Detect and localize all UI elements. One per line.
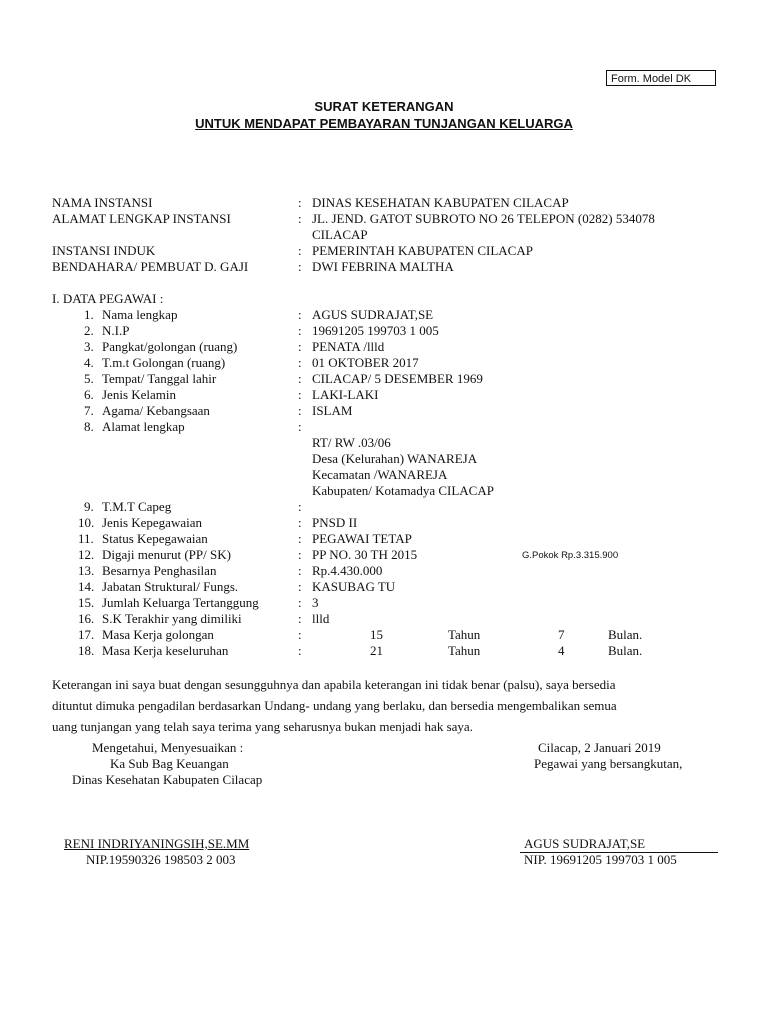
instansi-value: PEMERINTAH KABUPATEN CILACAP xyxy=(312,243,533,258)
document-subtitle-text: UNTUK MENDAPAT PEMBAYARAN TUNJANGAN KELUARGA xyxy=(195,116,573,131)
masa-kerja-golongan-tahun: 15 xyxy=(370,627,383,642)
address-kabupaten: Kabupaten/ Kotamadya CILACAP xyxy=(312,483,494,498)
address-rt-rw: RT/ RW .03/06 xyxy=(312,435,391,450)
instansi-value-cont: CILACAP xyxy=(312,227,368,242)
gaji-pokok-note: G.Pokok Rp.3.315.900 xyxy=(522,550,619,561)
left-sign-line3: Dinas Kesehatan Kabupaten Cilacap xyxy=(72,772,263,787)
separator: : xyxy=(298,419,302,434)
item-label: Tempat/ Tanggal lahir xyxy=(102,371,217,386)
item-value: PEGAWAI TETAP xyxy=(312,531,412,546)
separator: : xyxy=(298,371,302,386)
item-label: Masa Kerja keseluruhan xyxy=(102,643,229,658)
separator: : xyxy=(298,387,302,402)
item-number: 9. xyxy=(84,499,94,514)
item-number: 12. xyxy=(78,547,95,562)
separator: : xyxy=(298,627,302,642)
separator: : xyxy=(298,323,302,338)
separator: : xyxy=(298,643,302,658)
item-number: 14. xyxy=(78,579,95,594)
separator: : xyxy=(298,307,302,322)
item-value: PENATA /llld xyxy=(312,339,385,354)
item-number: 5. xyxy=(84,371,94,386)
item-value: LAKI-LAKI xyxy=(312,387,379,402)
item-number: 18. xyxy=(78,643,95,658)
instansi-value: JL. JEND. GATOT SUBROTO NO 26 TELEPON (0282) 534078 xyxy=(312,211,655,226)
right-sign-nip: NIP. 19691205 199703 1 005 xyxy=(524,852,677,867)
item-label: Jenis Kepegawaian xyxy=(102,515,202,530)
item-number: 15. xyxy=(78,595,95,610)
item-label: S.K Terakhir yang dimiliki xyxy=(102,611,242,626)
document-title: SURAT KETERANGAN xyxy=(314,99,454,114)
item-label: Besarnya Penghasilan xyxy=(102,563,217,578)
left-sign-nip: NIP.19590326 198503 2 003 xyxy=(86,852,236,867)
tahun-label: Tahun xyxy=(448,643,481,658)
item-label: T.M.T Capeg xyxy=(102,499,172,514)
item-value: 3 xyxy=(312,595,319,610)
statement-line: dituntut dimuka pengadilan berdasarkan Undang- undang yang berlaku, dan bersedia mengembalikan semua xyxy=(52,698,617,713)
left-sign-line1: Mengetahui, Menyesuaikan : xyxy=(92,740,244,755)
separator: : xyxy=(298,515,302,530)
masa-kerja-golongan-bulan: 7 xyxy=(558,627,565,642)
separator: : xyxy=(298,195,302,210)
bulan-label: Bulan. xyxy=(608,643,643,658)
statement-line: Keterangan ini saya buat dengan sesungguhnya dan apabila keterangan ini tidak benar (palsu), saya bersedia xyxy=(52,677,616,692)
masa-kerja-keseluruhan-bulan: 4 xyxy=(558,643,565,658)
item-number: 16. xyxy=(78,611,95,626)
item-number: 11. xyxy=(78,531,94,546)
item-number: 4. xyxy=(84,355,94,370)
instansi-value: DWI FEBRINA MALTHA xyxy=(312,259,454,274)
item-label: Alamat lengkap xyxy=(102,419,185,434)
instansi-label: INSTANSI INDUK xyxy=(52,243,156,258)
tahun-label: Tahun xyxy=(448,627,481,642)
instansi-label: BENDAHARA/ PEMBUAT D. GAJI xyxy=(52,259,249,274)
item-value: AGUS SUDRAJAT,SE xyxy=(312,307,434,322)
item-label: Status Kepegawaian xyxy=(102,531,208,546)
item-label: Pangkat/golongan (ruang) xyxy=(102,339,238,354)
item-value: llld xyxy=(312,611,330,626)
item-number: 3. xyxy=(84,339,94,354)
item-label: Jabatan Struktural/ Fungs. xyxy=(102,579,239,594)
address-kecamatan: Kecamatan /WANAREJA xyxy=(312,467,448,482)
separator: : xyxy=(298,595,302,610)
item-number: 8. xyxy=(84,419,94,434)
item-value: CILACAP/ 5 DESEMBER 1969 xyxy=(312,371,483,386)
separator: : xyxy=(298,563,302,578)
item-number: 17. xyxy=(78,627,95,642)
item-value: PP NO. 30 TH 2015 xyxy=(312,547,418,562)
left-sign-line2: Ka Sub Bag Keuangan xyxy=(110,756,229,771)
item-label: Masa Kerja golongan xyxy=(102,627,214,642)
item-number: 10. xyxy=(78,515,95,530)
item-label: Agama/ Kebangsaan xyxy=(102,403,210,418)
instansi-label: ALAMAT LENGKAP INSTANSI xyxy=(52,211,231,226)
form-model-label: Form. Model DK xyxy=(606,70,716,86)
item-value: Rp.4.430.000 xyxy=(312,563,383,578)
left-sign-name-text: RENI INDRIYANINGSIH,SE.MM xyxy=(64,836,250,851)
separator: : xyxy=(298,403,302,418)
separator: : xyxy=(298,211,302,226)
instansi-label: NAMA INSTANSI xyxy=(52,195,153,210)
item-value: PNSD II xyxy=(312,515,358,530)
right-sign-role: Pegawai yang bersangkutan, xyxy=(534,756,683,771)
separator: : xyxy=(298,243,302,258)
item-number: 1. xyxy=(84,307,94,322)
item-number: 7. xyxy=(84,403,94,418)
item-number: 13. xyxy=(78,563,95,578)
item-number: 2. xyxy=(84,323,94,338)
separator: : xyxy=(298,339,302,354)
separator: : xyxy=(298,259,302,274)
item-label: Jumlah Keluarga Tertanggung xyxy=(102,595,259,610)
item-label: T.m.t Golongan (ruang) xyxy=(102,355,226,370)
address-desa: Desa (Kelurahan) WANAREJA xyxy=(312,451,478,466)
item-value: 19691205 199703 1 005 xyxy=(312,323,439,338)
item-number: 6. xyxy=(84,387,94,402)
right-sign-name: AGUS SUDRAJAT,SE xyxy=(524,836,646,851)
statement-paragraph xyxy=(52,674,718,737)
item-label: Jenis Kelamin xyxy=(102,387,177,402)
separator: : xyxy=(298,579,302,594)
item-label: Nama lengkap xyxy=(102,307,178,322)
left-sign-name xyxy=(64,836,249,852)
separator: : xyxy=(298,547,302,562)
document-subtitle xyxy=(0,116,768,132)
item-label: N.I.P xyxy=(102,323,130,338)
bulan-label: Bulan. xyxy=(608,627,643,642)
item-value: 01 OKTOBER 2017 xyxy=(312,355,419,370)
separator: : xyxy=(298,499,302,514)
item-value: ISLAM xyxy=(312,403,353,418)
separator: : xyxy=(298,611,302,626)
separator: : xyxy=(298,531,302,546)
item-value: KASUBAG TU xyxy=(312,579,396,594)
instansi-value: DINAS KESEHATAN KABUPATEN CILACAP xyxy=(312,195,569,210)
separator: : xyxy=(298,355,302,370)
right-sign-place-date: Cilacap, 2 Januari 2019 xyxy=(538,740,661,755)
section-title: I. DATA PEGAWAI : xyxy=(52,291,164,306)
masa-kerja-keseluruhan-tahun: 21 xyxy=(370,643,383,658)
statement-line: uang tunjangan yang telah saya terima yang seharusnya bukan menjadi hak saya. xyxy=(52,719,473,734)
item-label: Digaji menurut (PP/ SK) xyxy=(102,547,231,562)
